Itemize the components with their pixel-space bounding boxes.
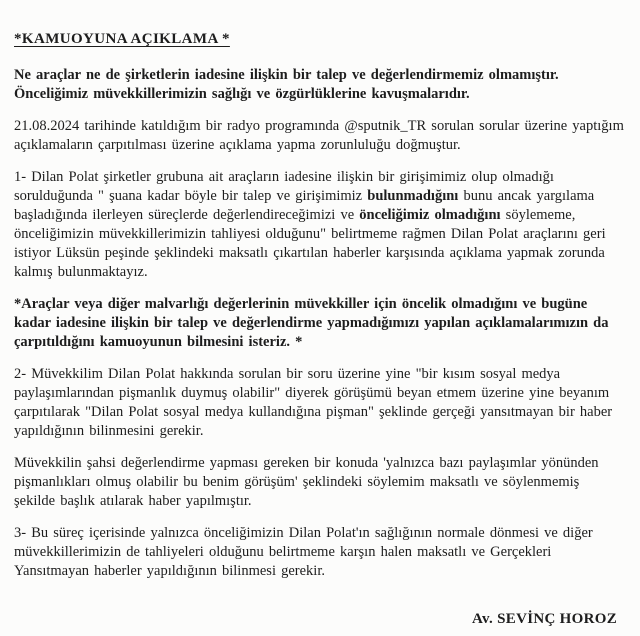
signature-lawyer-name: Av. SEVİNÇ HOROZ xyxy=(472,611,617,627)
document-title: *KAMUOYUNA AÇIKLAMA * xyxy=(14,31,230,47)
item-1-segment-5: söylememe, önceliğimizin müvekkillerimizin tahliyesi olduğunu" belirtmeme rağmen Dilan Polat araçlarını geri istiyor Lüksün peşinde şeklindeki maksatlı çıkartılan haberler karşısında açıklama yapmak zorunda kalmış bulunmaktayız. xyxy=(14,207,606,280)
item-1-paragraph xyxy=(14,168,625,282)
item-2-paragraph: 2- Müvekkilim Dilan Polat hakkında sorulan bir soru üzerine yine "bir kısım sosyal medya paylaşımlarından pişmanlık duymuş olabilir" diyerek görüşümü beyan etmem üzerine yine beyanım çarpıtılarak "Dilan Polat sosyal medya kullandığına pişman" şeklinde gerçeği yansıtmayan bir haber yapıldığının bilinmesini gerekir. xyxy=(14,366,613,439)
item-1-segment-3: bunu ancak yargılama başladığında ilerleyen süreçlerde değerlendireceğimizi ve xyxy=(14,188,595,223)
item-1-segment-2-bold: bulunmadığını xyxy=(367,188,459,204)
intro-paragraph: Ne araçlar ne de şirketlerin iadesine ilişkin bir talep ve değerlendirmemiz olmamıştır. Önceliğimiz müvekkillerimizin sağlığı ve özgürlüklerine kavuşmalarıdır. xyxy=(14,67,559,102)
item-3-paragraph: 3- Bu süreç içerisinde yalnızca önceliğimizin Dilan Polat'ın sağlığının normale dönmesi ve diğer müvekkillerimizin de tahliyeleri olduğunu belirtmeme karşın halen maksatlı ve Gerçekleri Yansıtmayan haberler yapıldığının bilinmesi gerekir. xyxy=(14,525,593,579)
item-1-segment-4-bold: önceliğimiz olmadığını xyxy=(359,207,501,223)
item-1-segment-1: 1- Dilan Polat şirketler grubuna ait araçların iadesine ilişkin bir girişimimiz olup olmadığı sorulduğunda " şuana kadar böyle bir talep ve girişimimiz xyxy=(14,169,554,204)
emphasis-paragraph: *Araçlar veya diğer malvarlığı değerlerinin müvekkiller için öncelik olmadığını ve bugüne kadar iadesine ilişkin bir talep ve değerlendirme yapmadığımızı yapılan açıklamalarımızın da çarpıtıldığını kamuoyunun bilmesini isteriz. * xyxy=(14,296,609,350)
personal-assessment-paragraph: Müvekkilin şahsi değerlendirme yapması gereken bir konuda 'yalnızca bazı paylaşımlar yönünden pişmanlıkları olmuş olabilir bu benim görüşüm' şeklindeki söylemim maksatlı ve söylenmemiş şekilde başlık atılarak haber yapılmıştır. xyxy=(14,455,599,509)
radio-statement-paragraph: 21.08.2024 tarihinde katıldığım bir radyo programında @sputnik_TR sorulan sorular üzerine yaptığım açıklamaların çarpıtılması üzerine açıklama yapma zorunluluğu doğmuştur. xyxy=(14,118,624,153)
